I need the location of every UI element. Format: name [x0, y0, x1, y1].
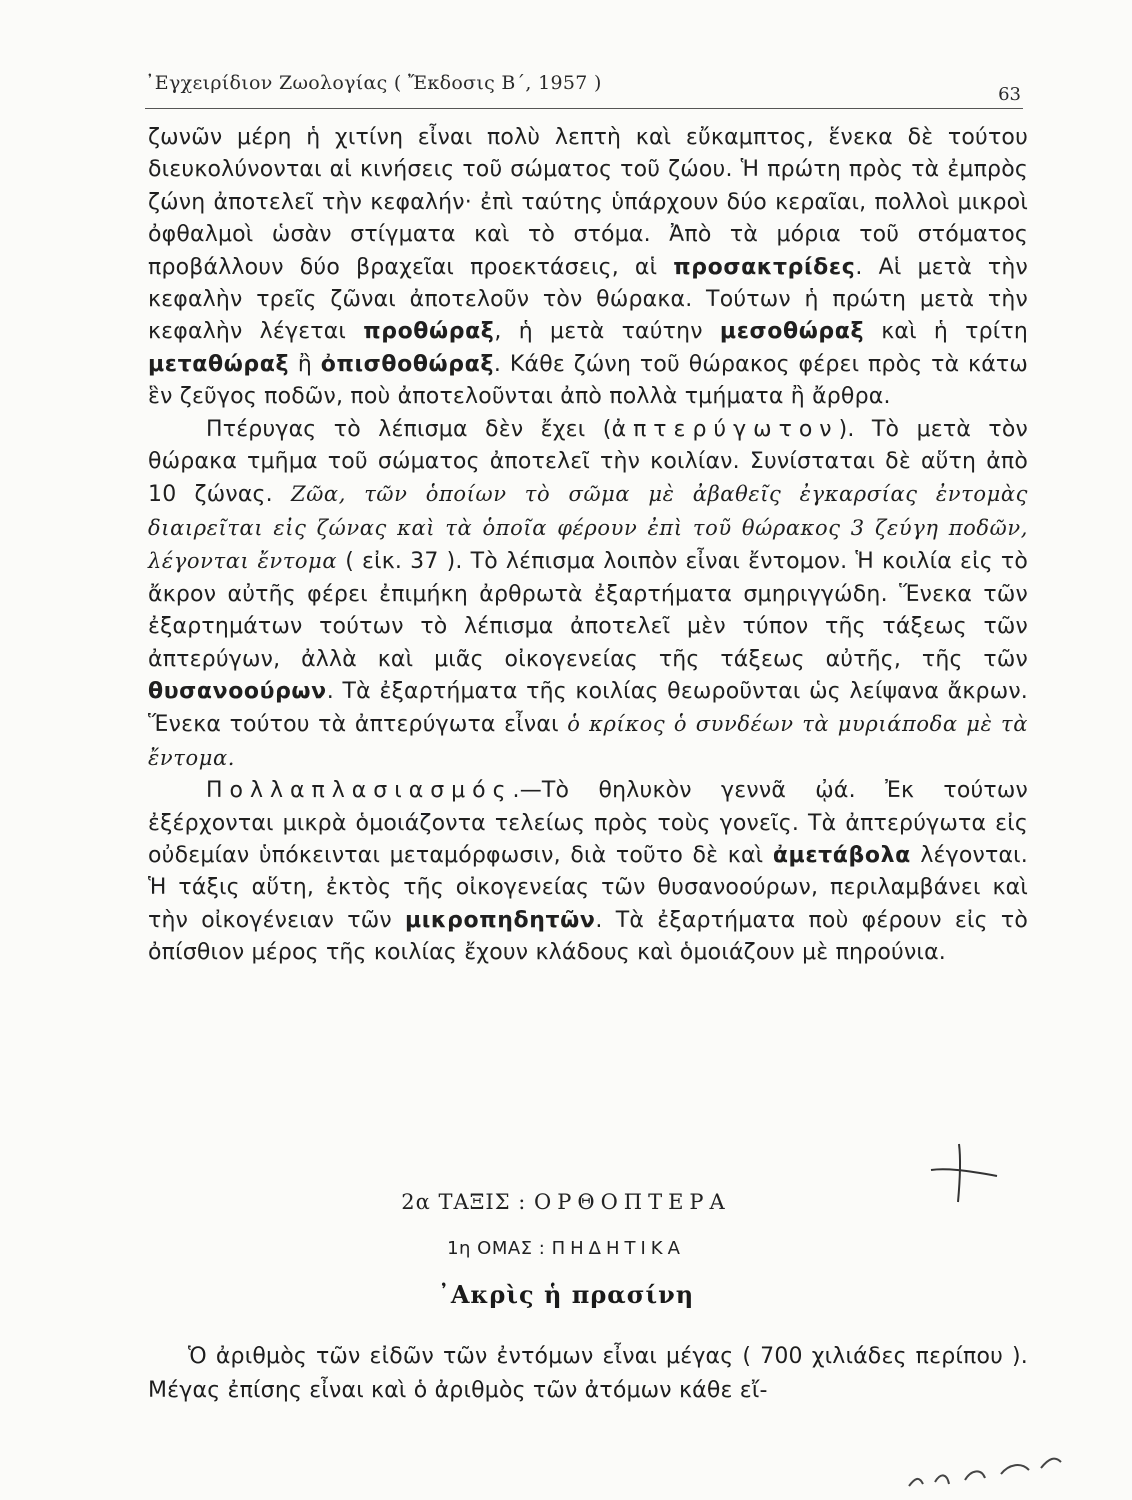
running-header [145, 72, 1025, 112]
group-name: ΠΗΔΗΤΙΚΑ [551, 1238, 685, 1259]
order-name: ΟΡΘΟΠΤΕΡΑ [534, 1190, 731, 1214]
text-run: . Κάθε ζώνη τοῦ θώρακος φέρει πρὸς τὰ κάτω ἓν ζεῦγος ποδῶν, ποὺ ἀποτελοῦνται ἀπὸ πολλὰ τμήματα ἢ ἄρθρα. [148, 351, 1028, 410]
text-run: . Τὰ ἐξαρτήματα τῆς κοιλίας θεωροῦνται ὡς λείψανα ἄκρων. Ἕνεκα τούτου τὰ ἀπτερύγωτα εἶναι [148, 678, 1028, 738]
text-run: .—Τὸ θηλυκὸν γεννᾶ ᾠά. Ἐκ τούτων ἐξέρχονται μικρὰ ὁμοιάζοντα τελείως πρὸς τοὺς γονεῖς. Τὰ ἀπτερύγωτα εἰς οὐδεμίαν ὑπόκεινται μεταμόρφωσιν, διὰ τοῦτο δὲ καὶ [148, 778, 1028, 868]
text-run: , ἡ μετὰ ταύτην [494, 319, 720, 345]
text-run: λέγονται. Ἡ τάξις αὕτη, ἐκτὸς τῆς οἰκογενείας τῶν θυσανοούρων, περιλαμβάνει καὶ τὴν οἰκογένειαν τῶν [148, 842, 1028, 933]
bold-term: μεσοθώραξ [719, 319, 865, 345]
paragraph-1 [148, 122, 1028, 414]
bold-term: προσακτρίδες [673, 254, 856, 280]
spaced-term: ἀπτερύγωτον [611, 416, 839, 442]
text-run: . Αἱ μετὰ τὴν κεφαλὴν τρεῖς ζῶναι ἀποτελοῦν τὸν θώρακα. Τούτων ἡ πρώτη μετὰ τὴν κεφαλὴν λέγεται [148, 254, 1028, 345]
book-title: ᾿Εγχειρίδιον Ζωολογίας ( Ἔκδοσις Β΄, 1957 ) [145, 72, 602, 94]
group-heading [0, 1238, 1132, 1259]
bold-term: μεταθώραξ [148, 351, 290, 377]
bold-term: θυσανοούρων [148, 678, 327, 704]
handwritten-scribble [905, 1450, 1065, 1490]
bold-term: ἀμετάβολα [772, 842, 911, 868]
bold-term: προθώραξ [363, 319, 495, 345]
paragraph-3 [148, 775, 1028, 969]
species-heading: ᾿Ακρὶς ἡ πρασίνη [437, 1280, 695, 1309]
text-run: ἢ [289, 351, 321, 377]
page-number: 63 [998, 84, 1021, 105]
group-prefix: 1η ΟΜΑΣ : [447, 1238, 546, 1259]
bold-term: μικροπηδητῶν [404, 907, 596, 933]
order-prefix: 2α ΤΑΞΙΣ : [401, 1190, 527, 1214]
bold-term: ὀπισθοθώραξ [320, 351, 494, 377]
header-rule [145, 108, 1023, 109]
italic-definition: ὁ κρίκος ὁ συνδέων τὰ μυριάποδα μὲ τὰ ἔντομα. [148, 712, 1028, 770]
order-heading [0, 1190, 1132, 1214]
body-text-bottom [148, 1340, 1028, 1408]
text-run: ). Τὸ μετὰ τὸν θώρακα τμῆμα τοῦ σώματος ἀποτελεῖ τὴν κοιλίαν. Συνίσταται δὲ αὕτη ἀπὸ 10 ζώνας. [148, 416, 1028, 508]
spaced-term: Πολλαπλασιασμός [206, 778, 513, 804]
text-run: Πτέρυγας τὸ λέπισμα δὲν ἔχει ( [206, 416, 612, 442]
text-run: καὶ ἡ τρίτη [864, 319, 1029, 345]
text-run: ζωνῶν μέρη ἡ χιτίνη εἶναι πολὺ λεπτὴ καὶ εὔκαμπτος, ἕνεκα δὲ τούτου διευκολύνονται αἱ κινήσεις τοῦ σώματος τοῦ ζώου. Ἡ πρώτη πρὸς τὰ ἐμπρὸς ζώνη ἀποτελεῖ τὴν κεφαλήν· ἐπὶ ταύτης ὑπάρχουν δύο κεραῖαι, πολλοὶ μικροὶ ὀφθαλμοὶ ὡσὰν στίγματα καὶ τὸ στόμα. Ἀπὸ τὰ μόρια τοῦ στόματος προβάλλουν δύο βραχεῖαι προεκτάσεις, αἱ [148, 125, 1028, 280]
paragraph-2 [148, 414, 1028, 775]
body-text [148, 122, 1028, 970]
text-run: . Τὰ ἐξαρτήματα ποὺ φέρουν εἰς τὸ ὀπίσθιον μέρος τῆς κοιλίας ἔχουν κλάδους καὶ ὁμοιάζουν μὲ πηρούνια. [148, 907, 1028, 966]
paragraph-4: Ὁ ἀριθμὸς τῶν εἰδῶν τῶν ἐντόμων εἶναι μέγας ( 700 χιλιάδες περίπου ). Μέγας ἐπίσης εἶναι καὶ ὁ ἀριθμὸς τῶν ἀτόμων κάθε εἴ- [148, 1344, 1028, 1403]
italic-definition: Ζῶα, τῶν ὁποίων τὸ σῶμα μὲ ἀβαθεῖς ἐγκαρσίας ἐντομὰς διαιρεῖται εἰς ζώνας καὶ τὰ ὁποῖα φέρουν ἐπὶ τοῦ θώρακος 3 ζεύγη ποδῶν, λέγονται ἔντομα [148, 482, 1028, 574]
text-run: ( εἰκ. 37 ). Τὸ λέπισμα λοιπὸν εἶναι ἔντομον. Ἡ κοιλία εἰς τὸ ἄκρον αὐτῆς φέρει ἐπιμήκη ἀρθρωτὰ ἐξαρτήματα σμηριγγώδη. Ἕνεκα τῶν ἐξαρτημάτων τούτων τὸ λέπισμα ἀποτελεῖ μὲν τύπον τῆς τάξεως τῶν ἀπτερύγων, ἀλλὰ καὶ μιᾶς οἰκογενείας τῆς τάξεως αὐτῆς, τῆς τῶν [148, 549, 1028, 672]
